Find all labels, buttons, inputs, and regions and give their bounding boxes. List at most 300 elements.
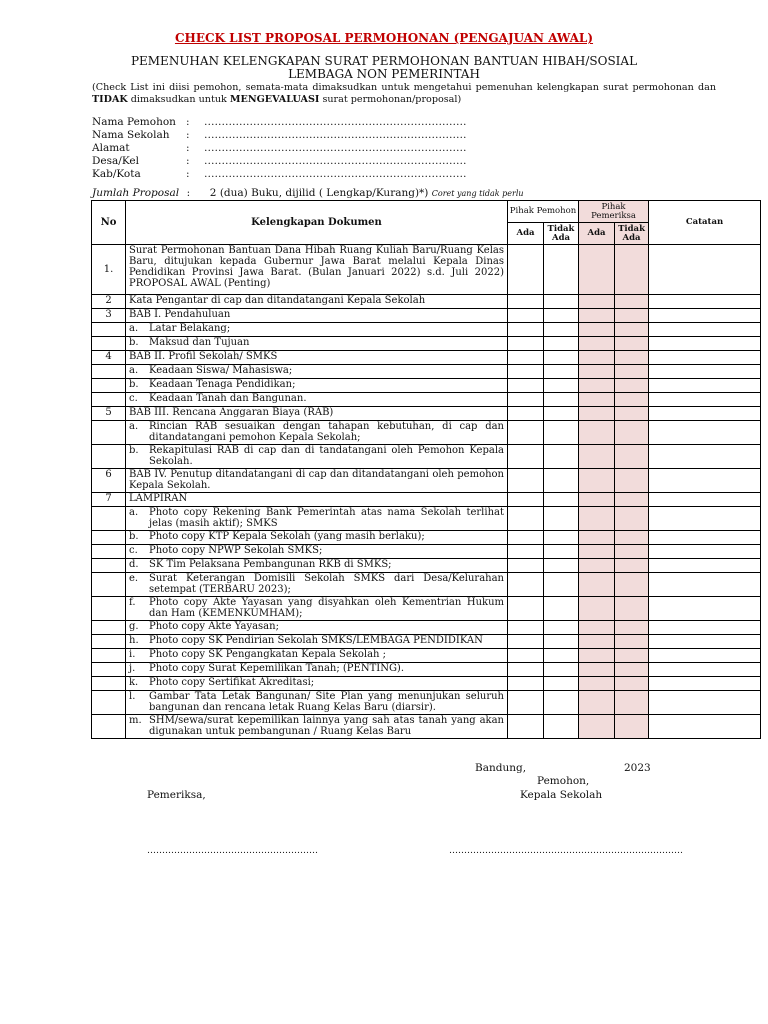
- check-pemeriksa-ada[interactable]: [579, 365, 615, 379]
- row-no: [92, 365, 126, 379]
- check-pemohon-tidak[interactable]: [544, 337, 579, 351]
- check-pemohon-ada[interactable]: [508, 351, 544, 365]
- row-text: BAB III. Rencana Anggaran Biaya (RAB): [129, 407, 334, 418]
- check-pemohon-tidak[interactable]: [544, 309, 579, 323]
- check-pemohon-ada[interactable]: [508, 407, 544, 421]
- check-pemohon-ada[interactable]: [508, 469, 544, 493]
- row-letter: f.: [129, 597, 136, 608]
- row-text: Photo copy Surat Kepemilikan Tanah; (PENTING).: [149, 663, 405, 674]
- ident-dots[interactable]: …………………………………………………………………: [204, 116, 467, 128]
- sign-pemeriksa: Pemeriksa,: [147, 789, 206, 801]
- row-catatan[interactable]: [649, 531, 761, 545]
- row-catatan[interactable]: [649, 469, 761, 493]
- table-row: [92, 715, 761, 739]
- check-pemohon-tidak[interactable]: [544, 393, 579, 407]
- row-letter: e.: [129, 573, 139, 584]
- row-no: [92, 445, 126, 469]
- check-pemeriksa-ada[interactable]: [579, 597, 615, 621]
- check-pemohon-ada[interactable]: [508, 421, 544, 445]
- row-text: Surat Permohonan Bantuan Dana Hibah Ruang Kuliah Baru/Ruang Kelas Baru, ditujukan kepada Gubernur Jawa Barat melalui Kepala Dinas Pendidikan Provinsi Jawa Barat. (Bulan Januari 2022) s.d. Juli 2022) PROPOSAL AWAL (Penting): [129, 245, 504, 289]
- row-no: [92, 621, 126, 635]
- check-pemeriksa-tidak[interactable]: [615, 445, 649, 469]
- check-pemohon-tidak[interactable]: [544, 507, 579, 531]
- row-catatan[interactable]: [649, 421, 761, 445]
- row-letter: b.: [129, 445, 139, 456]
- check-pemeriksa-tidak[interactable]: [615, 365, 649, 379]
- row-letter: m.: [129, 715, 142, 726]
- row-letter: l.: [129, 691, 136, 702]
- table-row: [92, 691, 761, 715]
- row-catatan[interactable]: [649, 559, 761, 573]
- check-pemohon-tidak[interactable]: [544, 407, 579, 421]
- check-pemohon-tidak[interactable]: [544, 559, 579, 573]
- check-pemeriksa-ada[interactable]: [579, 337, 615, 351]
- row-catatan[interactable]: [649, 245, 761, 295]
- row-doc: [126, 545, 508, 559]
- row-catatan[interactable]: [649, 621, 761, 635]
- check-pemohon-ada[interactable]: [508, 393, 544, 407]
- check-pemohon-ada[interactable]: [508, 337, 544, 351]
- check-pemeriksa-ada[interactable]: [579, 323, 615, 337]
- ident-colon: :: [186, 129, 190, 141]
- row-catatan[interactable]: [649, 507, 761, 531]
- row-letter: b.: [129, 531, 139, 542]
- table-row: [92, 677, 761, 691]
- check-pemeriksa-tidak[interactable]: [615, 407, 649, 421]
- row-no: [92, 531, 126, 545]
- check-pemohon-tidak[interactable]: [544, 469, 579, 493]
- check-pemohon-ada[interactable]: [508, 493, 544, 507]
- row-catatan[interactable]: [649, 677, 761, 691]
- check-pemeriksa-tidak[interactable]: [615, 493, 649, 507]
- row-text: Latar Belakang;: [149, 323, 231, 334]
- check-pemeriksa-tidak[interactable]: [615, 469, 649, 493]
- row-no: 6: [92, 469, 126, 493]
- row-letter: b.: [129, 337, 139, 348]
- check-pemohon-tidak[interactable]: [544, 323, 579, 337]
- row-doc: [126, 351, 508, 365]
- table-row: [92, 597, 761, 621]
- row-catatan[interactable]: [649, 393, 761, 407]
- check-pemeriksa-tidak[interactable]: [615, 245, 649, 295]
- row-text: Photo copy Akte Yayasan;: [149, 621, 279, 632]
- row-catatan[interactable]: [649, 407, 761, 421]
- check-pemohon-tidak[interactable]: [544, 691, 579, 715]
- row-text: Gambar Tata Letak Bangunan/ Site Plan yang menunjukan seluruh bangunan dan rencana letak Ruang Kelas Baru (diarsir).: [149, 691, 504, 713]
- check-pemohon-tidak[interactable]: [544, 351, 579, 365]
- row-text: Keadaan Siswa/ Mahasiswa;: [149, 365, 293, 376]
- row-doc: [126, 663, 508, 677]
- row-text: Surat Keterangan Domisili Sekolah SMKS dari Desa/Kelurahan setempat (TERBARU 2023);: [149, 573, 504, 595]
- table-row: [92, 531, 761, 545]
- row-text: LAMPIRAN: [129, 493, 188, 504]
- row-no: 5: [92, 407, 126, 421]
- check-pemeriksa-tidak[interactable]: [615, 715, 649, 739]
- row-no: [92, 323, 126, 337]
- page-title: CHECK LIST PROPOSAL PERMOHONAN (PENGAJUAN AWAL): [174, 31, 594, 45]
- check-pemeriksa-tidak[interactable]: [615, 393, 649, 407]
- check-pemeriksa-tidak[interactable]: [615, 309, 649, 323]
- row-text: Maksud dan Tujuan: [149, 337, 250, 348]
- check-pemohon-ada[interactable]: [508, 531, 544, 545]
- check-pemohon-ada[interactable]: [508, 309, 544, 323]
- table-row: [92, 379, 761, 393]
- check-pemeriksa-ada[interactable]: [579, 677, 615, 691]
- checklist-table: [91, 200, 761, 739]
- check-pemeriksa-tidak[interactable]: [615, 295, 649, 309]
- row-letter: c.: [129, 393, 138, 404]
- sign-line-pemohon: ……………………………………………………………………: [449, 846, 683, 856]
- row-no: 3: [92, 309, 126, 323]
- table-row: [92, 493, 761, 507]
- row-letter: a.: [129, 323, 139, 334]
- row-text: SK Tim Pelaksana Pembangunan RKB di SMKS;: [149, 559, 392, 570]
- check-pemohon-ada[interactable]: [508, 635, 544, 649]
- row-letter: b.: [129, 379, 139, 390]
- check-pemeriksa-tidak[interactable]: [615, 337, 649, 351]
- table-row: [92, 649, 761, 663]
- row-catatan[interactable]: [649, 379, 761, 393]
- row-catatan[interactable]: [649, 573, 761, 597]
- check-pemeriksa-tidak[interactable]: [615, 597, 649, 621]
- row-text: Rekapitulasi RAB di cap dan di tandatangani oleh Pemohon Kepala Sekolah.: [149, 445, 504, 467]
- row-doc: [126, 635, 508, 649]
- row-letter: a.: [129, 365, 139, 376]
- sign-line-pemeriksa: …………………………………………………: [147, 846, 318, 856]
- row-text: BAB IV. Penutup ditandatangani di cap dan ditandatangani oleh pemohon Kepala Sekolah.: [129, 469, 504, 491]
- row-doc: [126, 245, 508, 295]
- check-pemohon-ada[interactable]: [508, 715, 544, 739]
- check-pemohon-ada[interactable]: [508, 691, 544, 715]
- row-doc: [126, 469, 508, 493]
- header-pemohon: Pihak Pemohon: [508, 201, 579, 223]
- check-pemeriksa-ada[interactable]: [579, 621, 615, 635]
- check-pemohon-tidak[interactable]: [544, 573, 579, 597]
- ident-dots[interactable]: …………………………………………………………………: [204, 142, 467, 154]
- row-no: [92, 379, 126, 393]
- row-no: 2: [92, 295, 126, 309]
- sign-kepala-sekolah: Kepala Sekolah: [520, 789, 603, 801]
- row-no: [92, 691, 126, 715]
- row-catatan[interactable]: [649, 715, 761, 739]
- row-doc: [126, 559, 508, 573]
- row-letter: d.: [129, 559, 139, 570]
- row-no: [92, 635, 126, 649]
- check-pemeriksa-ada[interactable]: [579, 493, 615, 507]
- check-pemohon-ada[interactable]: [508, 545, 544, 559]
- check-pemohon-ada[interactable]: [508, 597, 544, 621]
- table-row: [92, 573, 761, 597]
- row-doc: [126, 407, 508, 421]
- check-pemohon-tidak[interactable]: [544, 677, 579, 691]
- table-row: [92, 507, 761, 531]
- check-pemohon-tidak[interactable]: [544, 663, 579, 677]
- ident-label: Kab/Kota: [92, 168, 141, 180]
- table-row: [92, 393, 761, 407]
- row-no: [92, 559, 126, 573]
- check-pemeriksa-tidak[interactable]: [615, 559, 649, 573]
- check-pemohon-ada[interactable]: [508, 677, 544, 691]
- check-pemohon-tidak[interactable]: [544, 445, 579, 469]
- check-pemeriksa-tidak[interactable]: [615, 507, 649, 531]
- row-doc: [126, 597, 508, 621]
- check-pemeriksa-tidak[interactable]: [615, 635, 649, 649]
- check-pemeriksa-ada[interactable]: [579, 469, 615, 493]
- table-row: [92, 245, 761, 295]
- check-pemeriksa-ada[interactable]: [579, 559, 615, 573]
- table-row: [92, 295, 761, 309]
- check-pemohon-ada[interactable]: [508, 323, 544, 337]
- check-pemeriksa-ada[interactable]: [579, 351, 615, 365]
- check-pemeriksa-tidak[interactable]: [615, 677, 649, 691]
- check-pemeriksa-ada[interactable]: [579, 507, 615, 531]
- row-text: Photo copy KTP Kepala Sekolah (yang masih berlaku);: [149, 531, 425, 542]
- check-pemeriksa-tidak[interactable]: [615, 379, 649, 393]
- check-pemeriksa-tidak[interactable]: [615, 573, 649, 597]
- row-catatan[interactable]: [649, 545, 761, 559]
- row-letter: a.: [129, 507, 139, 518]
- check-pemohon-tidak[interactable]: [544, 597, 579, 621]
- check-pemeriksa-ada[interactable]: [579, 635, 615, 649]
- ident-dots[interactable]: …………………………………………………………………: [204, 168, 467, 180]
- table-row: [92, 559, 761, 573]
- row-doc: [126, 507, 508, 531]
- row-doc: [126, 295, 508, 309]
- check-pemeriksa-ada[interactable]: [579, 649, 615, 663]
- table-row: [92, 663, 761, 677]
- ident-label: Nama Pemohon: [92, 116, 176, 128]
- row-no: 4: [92, 351, 126, 365]
- row-doc: [126, 649, 508, 663]
- check-pemohon-ada[interactable]: [508, 379, 544, 393]
- check-pemeriksa-ada[interactable]: [579, 715, 615, 739]
- row-no: [92, 573, 126, 597]
- table-row: [92, 407, 761, 421]
- row-no: 1.: [92, 245, 126, 295]
- row-doc: [126, 445, 508, 469]
- row-catatan[interactable]: [649, 691, 761, 715]
- subtitle-2: LEMBAGA NON PEMERINTAH: [288, 67, 480, 81]
- row-catatan[interactable]: [649, 597, 761, 621]
- ident-label: Alamat: [92, 142, 130, 154]
- check-pemeriksa-ada[interactable]: [579, 663, 615, 677]
- check-pemeriksa-ada[interactable]: [579, 309, 615, 323]
- check-pemeriksa-ada[interactable]: [579, 393, 615, 407]
- row-catatan[interactable]: [649, 337, 761, 351]
- row-text: Keadaan Tenaga Pendidikan;: [149, 379, 296, 390]
- check-pemeriksa-tidak[interactable]: [615, 351, 649, 365]
- row-no: [92, 421, 126, 445]
- check-pemeriksa-tidak[interactable]: [615, 691, 649, 715]
- row-doc: [126, 379, 508, 393]
- header-pemeriksa-tidak: Tidak Ada: [615, 223, 649, 245]
- row-letter: a.: [129, 421, 139, 432]
- table-row: [92, 445, 761, 469]
- header-dokumen: Kelengkapan Dokumen: [126, 201, 508, 245]
- check-pemeriksa-tidak[interactable]: [615, 649, 649, 663]
- check-pemeriksa-ada[interactable]: [579, 531, 615, 545]
- row-catatan[interactable]: [649, 663, 761, 677]
- ident-colon: :: [186, 155, 190, 167]
- sign-year: 2023: [624, 762, 651, 774]
- row-no: [92, 597, 126, 621]
- check-pemeriksa-ada[interactable]: [579, 245, 615, 295]
- header-pemeriksa: Pihak Pemeriksa: [579, 201, 649, 223]
- header-pemohon-ada: Ada: [508, 223, 544, 245]
- row-text: SHM/sewa/surat kepemilikan lainnya yang sah atas tanah yang akan digunakan untuk pembangunan / Ruang Kelas Baru: [149, 715, 504, 737]
- check-pemohon-tidak[interactable]: [544, 493, 579, 507]
- check-pemohon-ada[interactable]: [508, 507, 544, 531]
- check-pemohon-tidak[interactable]: [544, 365, 579, 379]
- row-catatan[interactable]: [649, 649, 761, 663]
- row-no: [92, 507, 126, 531]
- row-doc: [126, 677, 508, 691]
- check-pemeriksa-tidak[interactable]: [615, 323, 649, 337]
- row-catatan[interactable]: [649, 445, 761, 469]
- check-pemeriksa-ada[interactable]: [579, 421, 615, 445]
- header-pemohon-tidak: Tidak Ada: [544, 223, 579, 245]
- table-row: [92, 337, 761, 351]
- header-pemeriksa-ada: Ada: [579, 223, 615, 245]
- row-catatan[interactable]: [649, 635, 761, 649]
- table-row: [92, 545, 761, 559]
- row-catatan[interactable]: [649, 493, 761, 507]
- check-pemeriksa-ada[interactable]: [579, 445, 615, 469]
- check-pemohon-tidak[interactable]: [544, 379, 579, 393]
- row-text: Photo copy SK Pendirian Sekolah SMKS/LEMBAGA PENDIDIKAN: [149, 635, 483, 646]
- row-catatan[interactable]: [649, 323, 761, 337]
- row-letter: c.: [129, 545, 138, 556]
- row-doc: [126, 691, 508, 715]
- ident-dots[interactable]: …………………………………………………………………: [204, 155, 467, 167]
- row-doc: [126, 621, 508, 635]
- sign-city: Bandung,: [475, 762, 527, 774]
- row-text: Photo copy Akte Yayasan yang disyahkan oleh Kementrian Hukum dan Ham (KEMENKUMHAM);: [149, 597, 504, 619]
- row-doc: [126, 573, 508, 597]
- row-text: Photo copy SK Pengangkatan Kepala Sekolah ;: [149, 649, 387, 660]
- row-doc: [126, 421, 508, 445]
- check-pemeriksa-ada[interactable]: [579, 407, 615, 421]
- row-text: Keadaan Tanah dan Bangunan.: [149, 393, 307, 404]
- row-no: [92, 715, 126, 739]
- row-doc: [126, 323, 508, 337]
- jumlah-colon: :: [186, 187, 191, 199]
- row-no: [92, 677, 126, 691]
- table-row: [92, 469, 761, 493]
- row-doc: [126, 531, 508, 545]
- row-letter: k.: [129, 677, 139, 688]
- check-pemohon-tidak[interactable]: [544, 621, 579, 635]
- table-row: [92, 365, 761, 379]
- check-pemohon-tidak[interactable]: [544, 245, 579, 295]
- row-letter: h.: [129, 635, 139, 646]
- check-pemohon-ada[interactable]: [508, 295, 544, 309]
- jumlah-note: Coret yang tidak perlu: [431, 189, 524, 198]
- row-letter: i.: [129, 649, 136, 660]
- header-catatan: Catatan: [649, 201, 761, 245]
- check-pemohon-tidak[interactable]: [544, 295, 579, 309]
- check-pemeriksa-ada[interactable]: [579, 379, 615, 393]
- check-pemohon-ada[interactable]: [508, 621, 544, 635]
- row-text: Photo copy Rekening Bank Pemerintah atas nama Sekolah terlihat jelas (masih aktif); SMKS: [149, 507, 504, 529]
- row-catatan[interactable]: [649, 351, 761, 365]
- check-pemeriksa-tidak[interactable]: [615, 545, 649, 559]
- ident-colon: :: [186, 142, 190, 154]
- check-pemohon-ada[interactable]: [508, 559, 544, 573]
- row-text: BAB II. Profil Sekolah/ SMKS: [129, 351, 278, 362]
- check-pemohon-ada[interactable]: [508, 245, 544, 295]
- check-pemeriksa-ada[interactable]: [579, 691, 615, 715]
- check-pemohon-ada[interactable]: [508, 649, 544, 663]
- row-no: [92, 663, 126, 677]
- row-text: Photo copy Sertifikat Akreditasi;: [149, 677, 315, 688]
- row-catatan[interactable]: [649, 295, 761, 309]
- jumlah-label: Jumlah Proposal: [92, 187, 180, 199]
- check-pemeriksa-ada[interactable]: [579, 573, 615, 597]
- check-pemohon-tidak[interactable]: [544, 421, 579, 445]
- jumlah-value: 2 (dua) Buku, dijilid ( Lengkap/Kurang)*): [209, 187, 429, 199]
- row-no: [92, 545, 126, 559]
- check-pemohon-tidak[interactable]: [544, 649, 579, 663]
- row-text: Rincian RAB sesuaikan dengan tahapan kebutuhan, di cap dan ditandatangani pemohon Kepala Sekolah;: [149, 421, 504, 443]
- check-pemohon-ada[interactable]: [508, 663, 544, 677]
- check-pemeriksa-ada[interactable]: [579, 295, 615, 309]
- check-pemeriksa-ada[interactable]: [579, 545, 615, 559]
- table-row: [92, 351, 761, 365]
- row-no: 7: [92, 493, 126, 507]
- row-doc: [126, 365, 508, 379]
- ident-colon: :: [186, 168, 190, 180]
- sign-pemohon: Pemohon,: [537, 775, 590, 787]
- row-doc: [126, 337, 508, 351]
- table-row: [92, 421, 761, 445]
- row-no: [92, 649, 126, 663]
- header-no: No: [92, 201, 126, 245]
- ident-label: Desa/Kel: [92, 155, 139, 167]
- row-no: [92, 337, 126, 351]
- row-letter: j.: [129, 663, 136, 674]
- ident-dots[interactable]: …………………………………………………………………: [204, 129, 467, 141]
- row-text: Photo copy NPWP Sekolah SMKS;: [149, 545, 323, 556]
- table-row: [92, 323, 761, 337]
- check-pemeriksa-tidak[interactable]: [615, 663, 649, 677]
- check-pemohon-tidak[interactable]: [544, 715, 579, 739]
- ident-label: Nama Sekolah: [92, 129, 170, 141]
- table-row: [92, 309, 761, 323]
- table-row: [92, 621, 761, 635]
- check-pemohon-tidak[interactable]: [544, 531, 579, 545]
- row-no: [92, 393, 126, 407]
- check-pemeriksa-tidak[interactable]: [615, 531, 649, 545]
- check-pemohon-ada[interactable]: [508, 573, 544, 597]
- instruction-note: (Check List ini diisi pemohon, semata-mata dimaksudkan untuk mengetahui pemenuhan kelengkapan surat permohonan dan TIDAK dimaksudkan untuk MENGEVALUASI surat permohonan/proposal): [92, 82, 716, 105]
- check-pemohon-tidak[interactable]: [544, 635, 579, 649]
- check-pemohon-ada[interactable]: [508, 365, 544, 379]
- check-pemohon-tidak[interactable]: [544, 545, 579, 559]
- jumlah-proposal: [92, 187, 524, 199]
- row-doc: [126, 493, 508, 507]
- row-text: Kata Pengantar di cap dan ditandatangani Kepala Sekolah: [129, 295, 426, 306]
- row-doc: [126, 393, 508, 407]
- row-catatan[interactable]: [649, 309, 761, 323]
- check-pemeriksa-tidak[interactable]: [615, 421, 649, 445]
- check-pemeriksa-tidak[interactable]: [615, 621, 649, 635]
- check-pemohon-ada[interactable]: [508, 445, 544, 469]
- row-doc: [126, 715, 508, 739]
- row-letter: g.: [129, 621, 139, 632]
- row-catatan[interactable]: [649, 365, 761, 379]
- row-doc: [126, 309, 508, 323]
